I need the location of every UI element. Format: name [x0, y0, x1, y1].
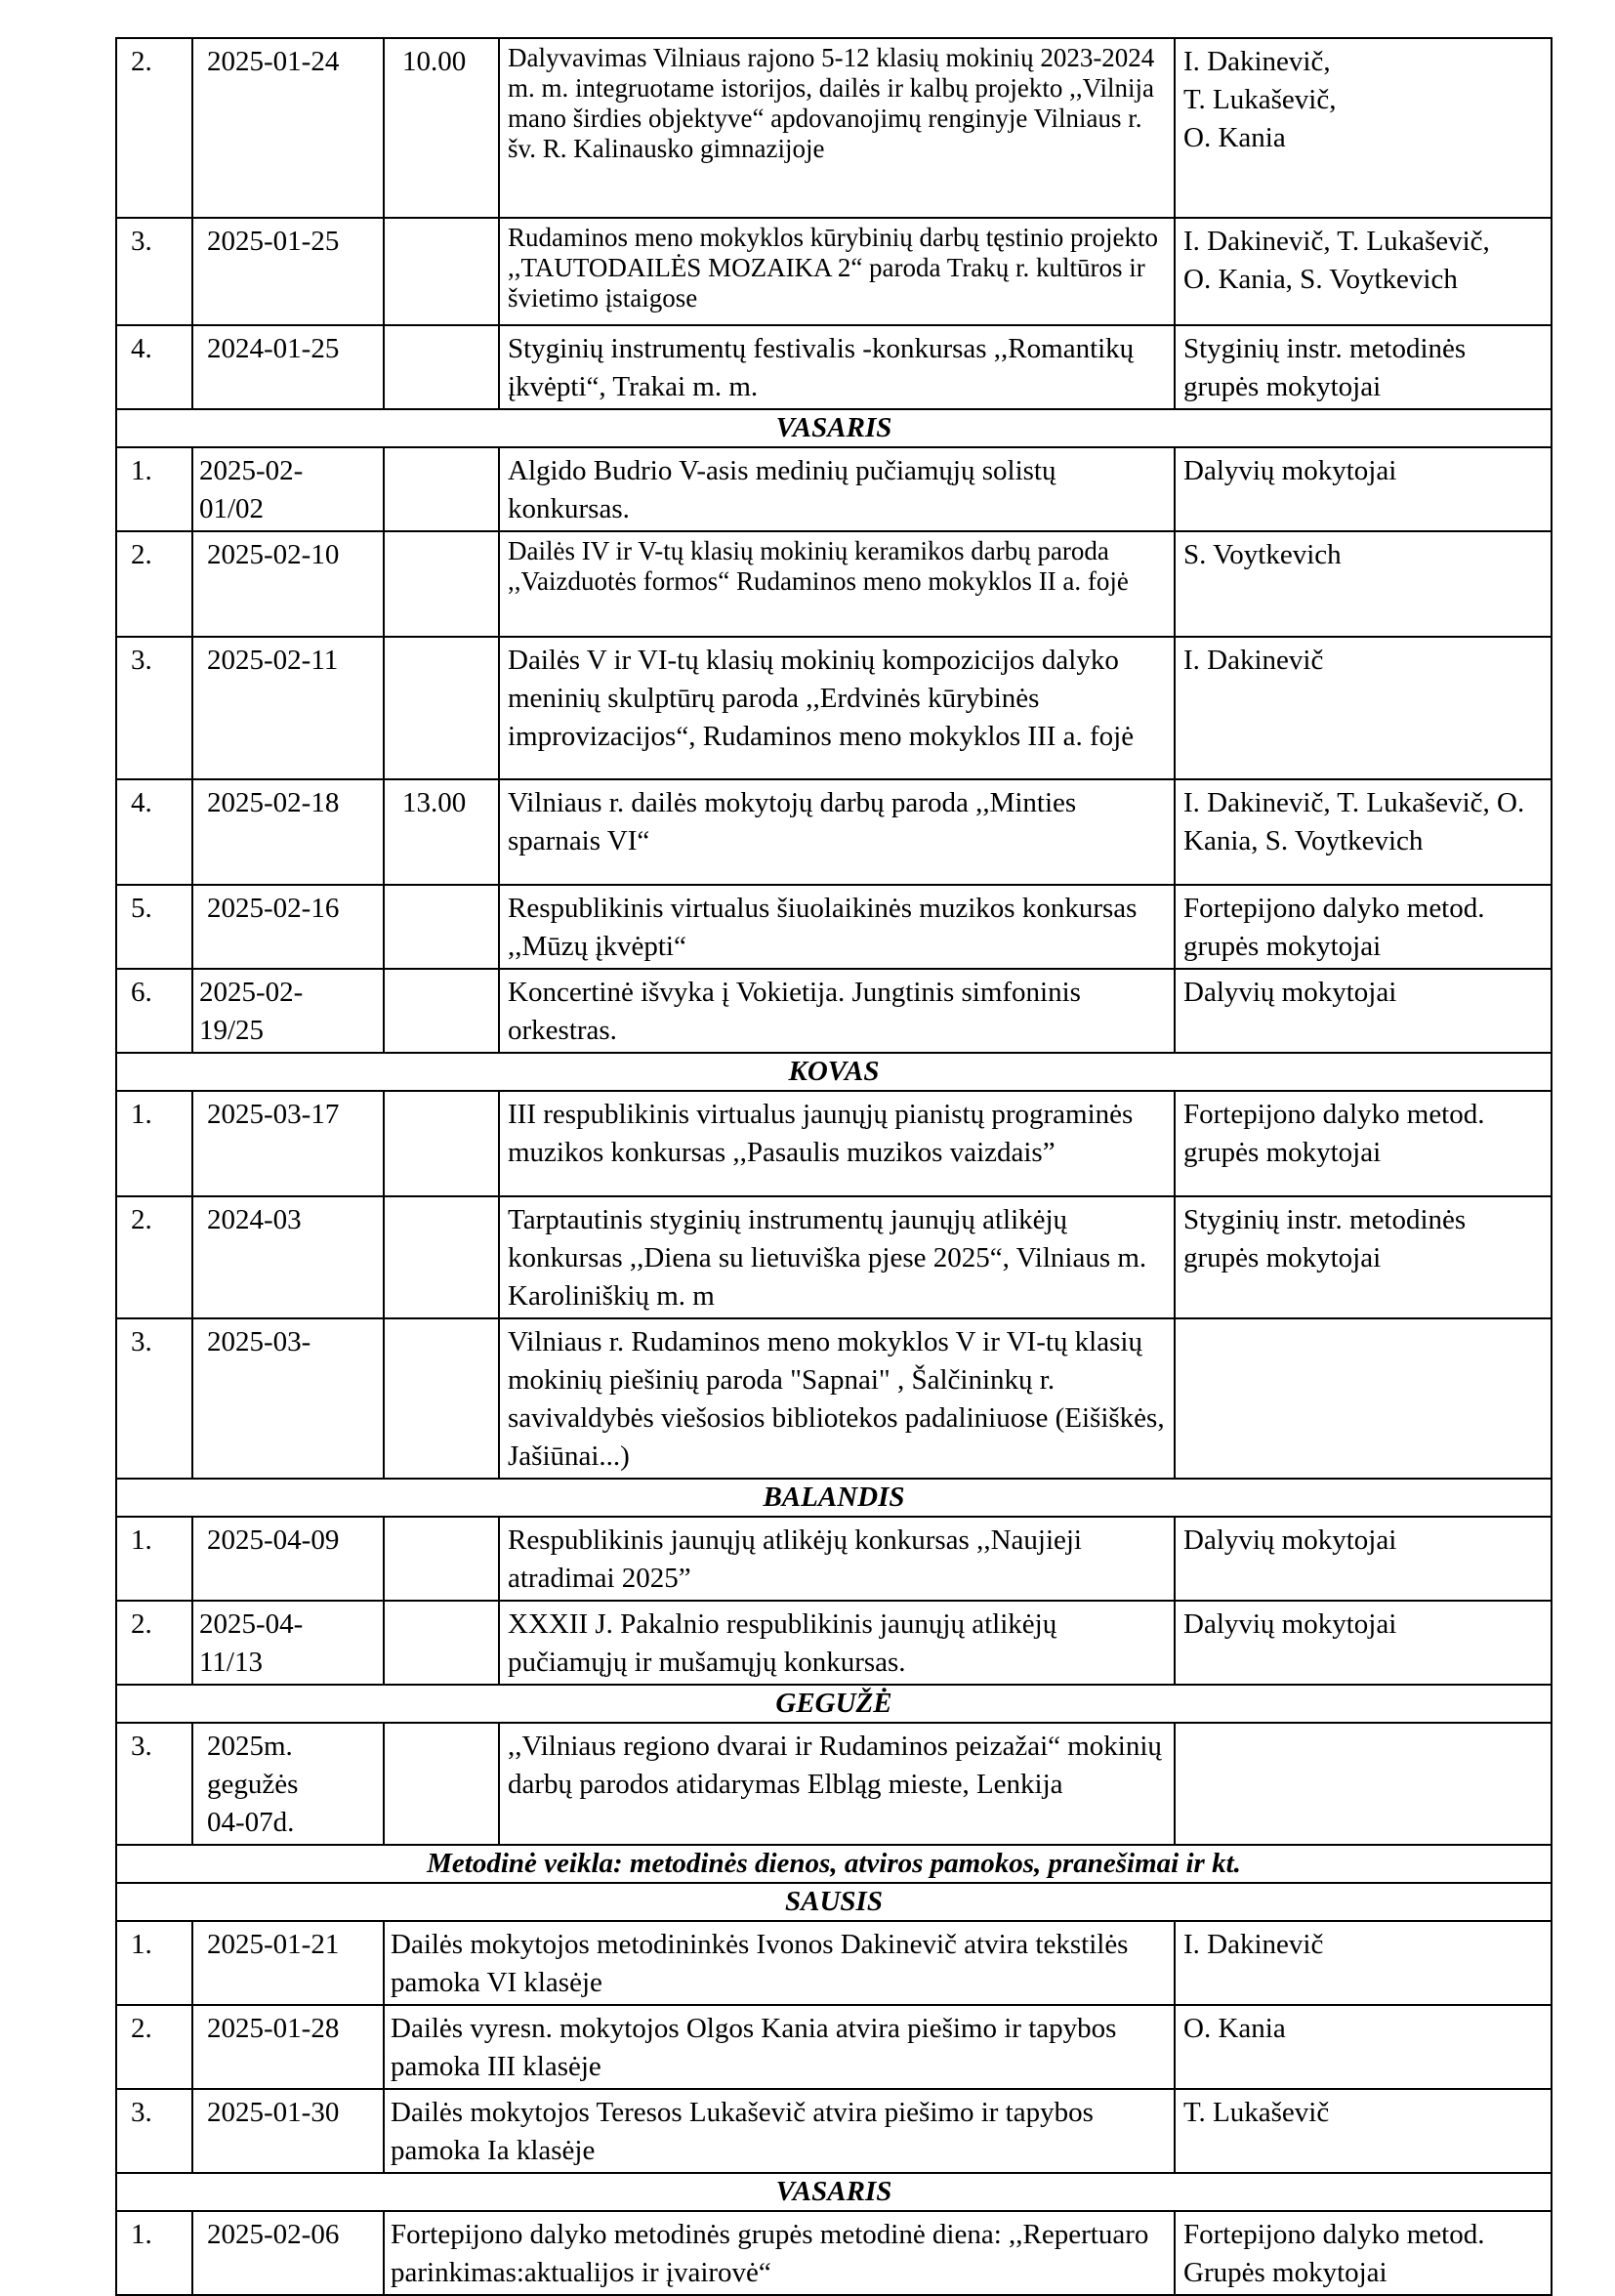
table-row [116, 779, 1552, 885]
section-header: SAUSIS [116, 1883, 1552, 1921]
row-time [384, 1196, 499, 1318]
table-row [116, 1196, 1552, 1318]
row-responsible: Dalyvių mokytojai [1175, 447, 1552, 531]
row-number: 2. [116, 38, 192, 218]
row-number: 5. [116, 885, 192, 969]
row-responsible: I. Dakinevič [1175, 1921, 1552, 2005]
table-row [116, 969, 1552, 1053]
row-event: Dailės mokytojos Teresos Lukaševič atvira piešimo ir tapybos pamoka Ia klasėje [384, 2089, 1175, 2173]
row-date: 2025-02- 01/02 [192, 447, 384, 531]
table-row [116, 2211, 1552, 2295]
row-date: 2024-01-25 [192, 325, 384, 409]
row-date: 2025-01-21 [192, 1921, 384, 2005]
row-event: Fortepijono dalyko metodinės grupės metodinė diena: ,,Repertuaro parinkimas:aktualijos ir įvairovė“ [384, 2211, 1175, 2295]
table-row [116, 531, 1552, 637]
row-event: Respublikinis virtualus šiuolaikinės muzikos konkursas ,,Mūzų įkvėpti“ [499, 885, 1175, 969]
section-header: Metodinė veikla: metodinės dienos, atviros pamokos, pranešimai ir kt. [116, 1845, 1552, 1883]
row-event: III respublikinis virtualus jaunųjų pianistų programinės muzikos konkursas ,,Pasaulis muzikos vaizdais” [499, 1091, 1175, 1196]
row-time [384, 1723, 499, 1845]
section-header: KOVAS [116, 1053, 1552, 1091]
section-header: BALANDIS [116, 1479, 1552, 1517]
row-number: 3. [116, 2089, 192, 2173]
row-number: 4. [116, 325, 192, 409]
row-date: 2025-02-18 [192, 779, 384, 885]
section-header-row [116, 409, 1552, 447]
section-header-row [116, 1883, 1552, 1921]
row-responsible: Fortepijono dalyko metod. Grupės mokytojai [1175, 2211, 1552, 2295]
table-row [116, 1921, 1552, 2005]
row-responsible: O. Kania [1175, 2005, 1552, 2089]
row-responsible: Styginių instr. metodinės grupės mokytojai [1175, 1196, 1552, 1318]
row-number: 2. [116, 531, 192, 637]
row-event: ,,Vilniaus regiono dvarai ir Rudaminos peizažai“ mokinių darbų parodos atidarymas Elbląg mieste, Lenkija [499, 1723, 1175, 1845]
row-responsible: Dalyvių mokytojai [1175, 1517, 1552, 1601]
row-number: 1. [116, 1517, 192, 1601]
row-event: Koncertinė išvyka į Vokietija. Jungtinis simfoninis orkestras. [499, 969, 1175, 1053]
row-event: Dailės mokytojos metodininkės Ivonos Dakinevič atvira tekstilės pamoka VI klasėje [384, 1921, 1175, 2005]
table-row [116, 637, 1552, 779]
row-date: 2025-02- 19/25 [192, 969, 384, 1053]
row-responsible: S. Voytkevich [1175, 531, 1552, 637]
row-responsible: Dalyvių mokytojai [1175, 1601, 1552, 1685]
row-responsible: I. Dakinevič, T. Lukaševič, O. Kania, S. Voytkevich [1175, 779, 1552, 885]
row-number: 3. [116, 637, 192, 779]
row-number: 2. [116, 1196, 192, 1318]
row-date: 2025-04-09 [192, 1517, 384, 1601]
row-date: 2024-03 [192, 1196, 384, 1318]
row-date: 2025-02-16 [192, 885, 384, 969]
row-number: 3. [116, 1318, 192, 1479]
row-event: Respublikinis jaunųjų atlikėjų konkursas ,,Naujieji atradimai 2025” [499, 1517, 1175, 1601]
row-date: 2025-01-24 [192, 38, 384, 218]
row-time [384, 1318, 499, 1479]
section-header-row [116, 2173, 1552, 2211]
table-row [116, 1601, 1552, 1685]
section-header-row [116, 1685, 1552, 1723]
row-number: 1. [116, 1091, 192, 1196]
row-number: 4. [116, 779, 192, 885]
row-date: 2025-03- [192, 1318, 384, 1479]
row-number: 3. [116, 218, 192, 325]
row-time [384, 969, 499, 1053]
row-time [384, 1601, 499, 1685]
row-event: XXXII J. Pakalnio respublikinis jaunųjų atlikėjų pučiamųjų ir mušamųjų konkursas. [499, 1601, 1175, 1685]
table-row [116, 1318, 1552, 1479]
row-time [384, 325, 499, 409]
table-row [116, 2089, 1552, 2173]
section-header-row [116, 1845, 1552, 1883]
row-time: 13.00 [384, 779, 499, 885]
row-date: 2025-03-17 [192, 1091, 384, 1196]
row-time [384, 885, 499, 969]
row-time [384, 1091, 499, 1196]
row-event: Tarptautinis styginių instrumentų jaunųjų atlikėjų konkursas ,,Diena su lietuviška pjese 2025“, Vilniaus m. Karoliniškių m. m [499, 1196, 1175, 1318]
table-row [116, 885, 1552, 969]
row-event: Vilniaus r. Rudaminos meno mokyklos V ir VI-tų klasių mokinių piešinių paroda "Sapnai" , Šalčininkų r. savivaldybės viešosios bibliotekos padaliniuose (Eišiškės, Jašiūnai...) [499, 1318, 1175, 1479]
table-row [116, 218, 1552, 325]
plan-table-container [115, 37, 1551, 2296]
table-row [116, 38, 1552, 218]
row-responsible: I. Dakinevič [1175, 637, 1552, 779]
row-date: 2025-04- 11/13 [192, 1601, 384, 1685]
table-row [116, 1723, 1552, 1845]
row-event: Styginių instrumentų festivalis -konkursas ,,Romantikų įkvėpti“, Trakai m. m. [499, 325, 1175, 409]
row-time [384, 1517, 499, 1601]
section-header: GEGUŽĖ [116, 1685, 1552, 1723]
row-responsible [1175, 1723, 1552, 1845]
row-responsible: Fortepijono dalyko metod. grupės mokytojai [1175, 1091, 1552, 1196]
row-responsible: T. Lukaševič [1175, 2089, 1552, 2173]
table-row [116, 1091, 1552, 1196]
section-header: VASARIS [116, 2173, 1552, 2211]
row-number: 2. [116, 1601, 192, 1685]
row-time [384, 447, 499, 531]
section-header-row [116, 1479, 1552, 1517]
row-number: 2. [116, 2005, 192, 2089]
row-date: 2025-02-06 [192, 2211, 384, 2295]
row-event: Algido Budrio V-asis medinių pučiamųjų solistų konkursas. [499, 447, 1175, 531]
table-row [116, 447, 1552, 531]
row-time: 10.00 [384, 38, 499, 218]
row-number: 1. [116, 1921, 192, 2005]
row-time [384, 531, 499, 637]
row-responsible: Styginių instr. metodinės grupės mokytojai [1175, 325, 1552, 409]
row-event: Dailės V ir VI-tų klasių mokinių kompozicijos dalyko meninių skulptūrų paroda ,,Erdvinės kūrybinės improvizacijos“, Rudaminos meno mokyklos III a. fojė [499, 637, 1175, 779]
row-time [384, 218, 499, 325]
plan-table [115, 37, 1553, 2296]
table-row [116, 1517, 1552, 1601]
plan-table-body [116, 38, 1552, 2295]
row-date: 2025-01-25 [192, 218, 384, 325]
row-responsible [1175, 1318, 1552, 1479]
row-number: 6. [116, 969, 192, 1053]
section-header: VASARIS [116, 409, 1552, 447]
section-header-row [116, 1053, 1552, 1091]
row-number: 1. [116, 447, 192, 531]
row-responsible: Dalyvių mokytojai [1175, 969, 1552, 1053]
row-responsible: Fortepijono dalyko metod. grupės mokytojai [1175, 885, 1552, 969]
table-row [116, 325, 1552, 409]
row-event: Vilniaus r. dailės mokytojų darbų paroda ,,Minties sparnais VI“ [499, 779, 1175, 885]
row-number: 3. [116, 1723, 192, 1845]
row-date: 2025m. gegužės 04-07d. [192, 1723, 384, 1845]
row-event: Dailės vyresn. mokytojos Olgos Kania atvira piešimo ir tapybos pamoka III klasėje [384, 2005, 1175, 2089]
row-date: 2025-02-10 [192, 531, 384, 637]
row-date: 2025-02-11 [192, 637, 384, 779]
row-number: 1. [116, 2211, 192, 2295]
row-date: 2025-01-28 [192, 2005, 384, 2089]
row-event: Dailės IV ir V-tų klasių mokinių keramikos darbų paroda ,,Vaizduotės formos“ Rudaminos meno mokyklos II a. fojė [499, 531, 1175, 637]
table-row [116, 2005, 1552, 2089]
row-responsible: I. Dakinevič, T. Lukaševič, O. Kania [1175, 38, 1552, 218]
row-responsible: I. Dakinevič, T. Lukaševič, O. Kania, S. Voytkevich [1175, 218, 1552, 325]
row-event: Dalyvavimas Vilniaus rajono 5-12 klasių mokinių 2023-2024 m. m. integruotame istorijos, dailės ir kalbų projekto ,,Vilnija mano širdies objektyve“ apdovanojimų renginyje Vilniaus r. šv. R. Kalinausko gimnazijoje [499, 38, 1175, 218]
row-date: 2025-01-30 [192, 2089, 384, 2173]
row-time [384, 637, 499, 779]
row-event: Rudaminos meno mokyklos kūrybinių darbų tęstinio projekto ,,TAUTODAILĖS MOZAIKA 2“ paroda Trakų r. kultūros ir švietimo įstaigose [499, 218, 1175, 325]
